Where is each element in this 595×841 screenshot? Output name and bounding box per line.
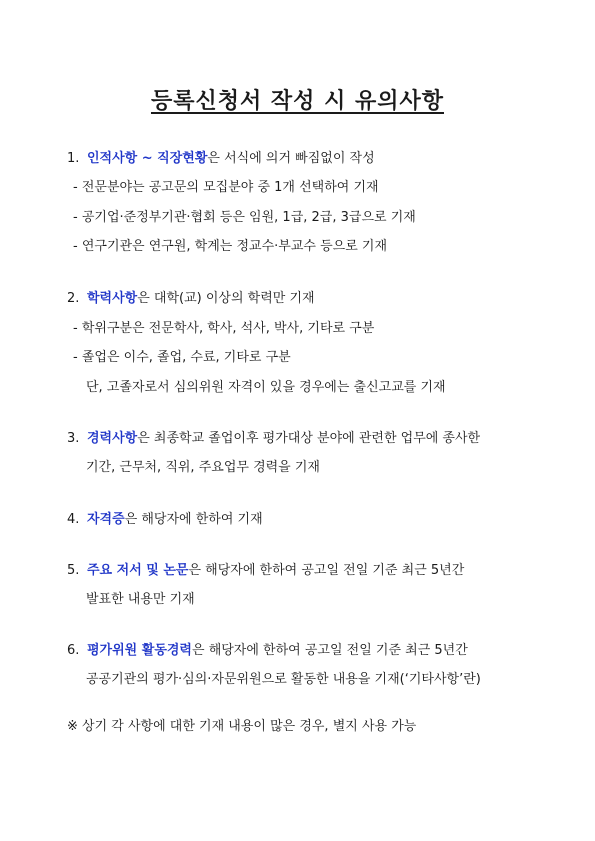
item-2-heading bbox=[67, 291, 315, 307]
item-highlight: 주요 저서 및 논문 bbox=[87, 563, 189, 578]
item-text: 은 대학(교) 이상의 학력만 기재 bbox=[137, 291, 315, 306]
item-highlight: 인적사항 ~ 직장현황 bbox=[87, 151, 208, 166]
item-highlight: 학력사항 bbox=[87, 291, 138, 306]
item-number: 5. bbox=[67, 563, 80, 578]
item-number: 6. bbox=[67, 643, 80, 658]
item-6-continuation: 공공기관의 평가·심의·자문위원으로 활동한 내용을 기재(‘기타사항’란) bbox=[86, 672, 481, 687]
item-text: 은 해당자에 한하여 공고일 전일 기준 최근 5년간 bbox=[192, 643, 468, 658]
item-5-heading bbox=[67, 563, 464, 579]
item-number: 3. bbox=[67, 431, 80, 446]
item-highlight: 자격증 bbox=[87, 512, 125, 527]
item-text: 은 서식에 의거 빠짐없이 작성 bbox=[207, 151, 375, 166]
item-1-sub-3: - 연구기관은 연구원, 학계는 정교수·부교수 등으로 기재 bbox=[73, 239, 388, 254]
item-5-continuation: 발표한 내용만 기재 bbox=[86, 592, 195, 607]
page-title: 등록신청서 작성 시 유의사항 bbox=[150, 89, 444, 114]
item-number: 4. bbox=[67, 512, 80, 527]
item-2-sub-3: 단, 고졸자로서 심의위원 자격이 있을 경우에는 출신고교를 기재 bbox=[86, 380, 446, 395]
footnote: ※ 상기 각 사항에 대한 기재 내용이 많은 경우, 별지 사용 가능 bbox=[67, 719, 417, 734]
item-text: 은 최종학교 졸업이후 평가대상 분야에 관련한 업무에 종사한 bbox=[137, 431, 481, 446]
item-1-sub-2: - 공기업·준정부기관·협회 등은 임원, 1급, 2급, 3급으로 기재 bbox=[73, 210, 416, 225]
item-3-heading bbox=[67, 431, 480, 447]
item-4-heading bbox=[67, 512, 263, 528]
item-6-heading bbox=[67, 643, 468, 659]
item-number: 1. bbox=[67, 151, 80, 166]
item-3-continuation: 기간, 근무처, 직위, 주요업무 경력을 기재 bbox=[86, 460, 320, 475]
item-text: 은 해당자에 한하여 기재 bbox=[124, 512, 263, 527]
item-1-heading bbox=[67, 151, 375, 167]
item-highlight: 평가위원 활동경력 bbox=[87, 643, 192, 658]
item-2-sub-1: - 학위구분은 전문학사, 학사, 석사, 박사, 기타로 구분 bbox=[73, 321, 375, 336]
item-2-sub-2: - 졸업은 이수, 졸업, 수료, 기타로 구분 bbox=[73, 350, 291, 365]
item-1-sub-1: - 전문분야는 공고문의 모집분야 중 1개 선택하여 기재 bbox=[73, 180, 379, 195]
item-highlight: 경력사항 bbox=[87, 431, 138, 446]
item-text: 은 해당자에 한하여 공고일 전일 기준 최근 5년간 bbox=[188, 563, 465, 578]
item-number: 2. bbox=[67, 291, 80, 306]
